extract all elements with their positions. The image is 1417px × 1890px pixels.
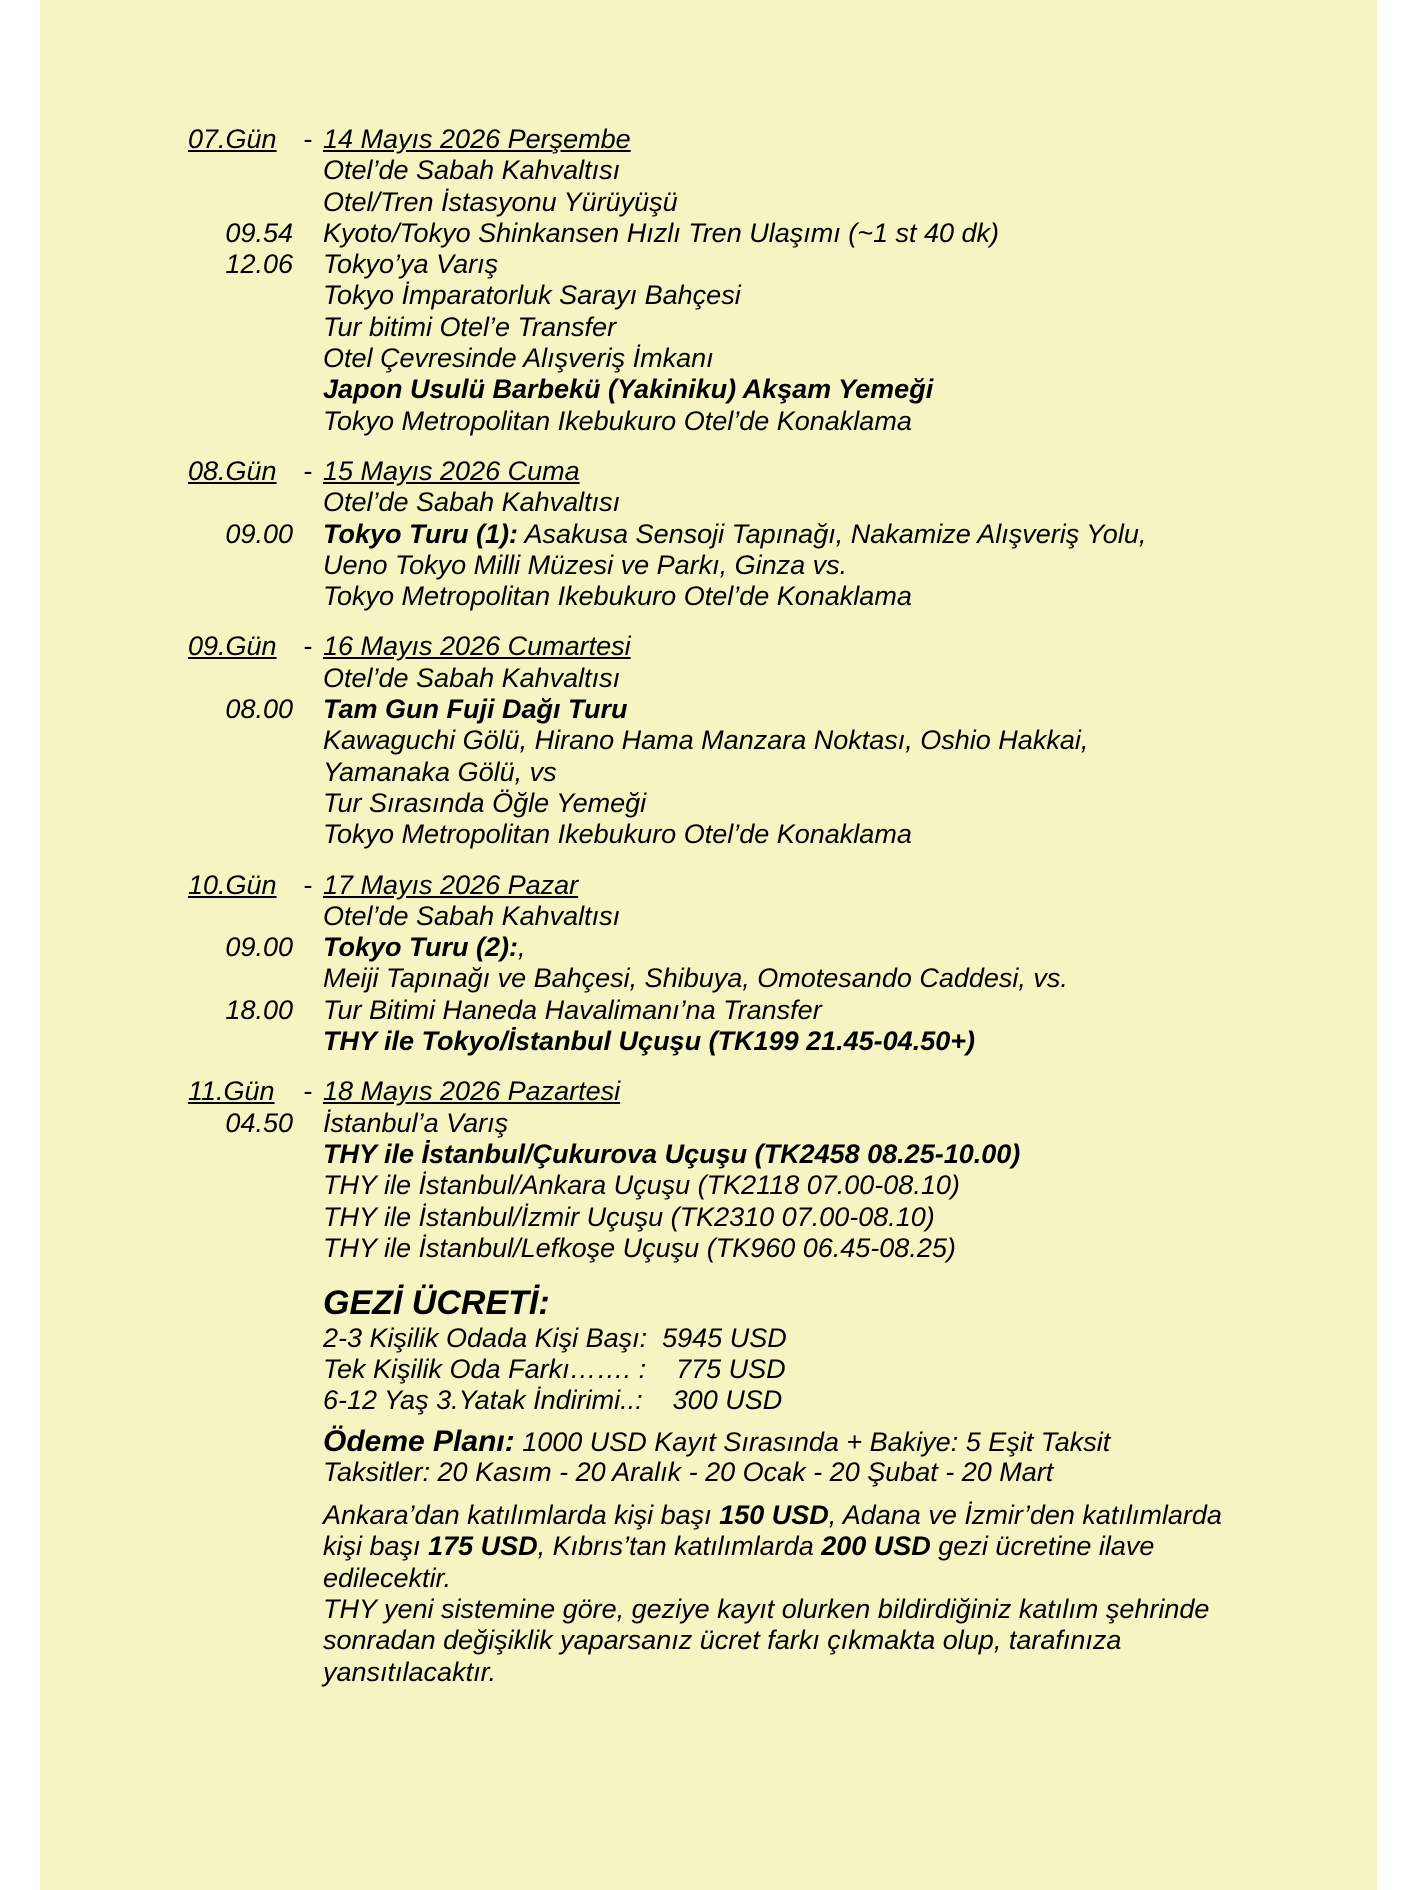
item-plain-text: Otel’de Sabah Kahvaltısı xyxy=(323,900,621,931)
item-plain-text: THY ile İstanbul/Lefkoşe Uçuşu (TK960 06.45-08.25) xyxy=(323,1232,956,1263)
item-text xyxy=(323,406,912,437)
item-time xyxy=(188,663,293,694)
item-plain-text: Yamanaka Gölü, vs xyxy=(323,756,557,787)
item-text xyxy=(323,963,1068,994)
itinerary-item xyxy=(188,788,1368,819)
item-text xyxy=(323,1170,960,1201)
day-label: 07.Gün xyxy=(188,124,277,154)
item-time xyxy=(188,1233,293,1264)
item-text xyxy=(323,995,822,1026)
item-gap xyxy=(293,663,323,694)
day-separator: - xyxy=(303,124,313,154)
itinerary-item xyxy=(188,995,1368,1026)
itinerary-item xyxy=(188,519,1368,550)
item-bold-text: THY ile İstanbul/Çukurova Uçuşu (TK2458 08.25-10.00) xyxy=(323,1138,1021,1169)
item-text xyxy=(323,663,620,694)
item-gap xyxy=(293,406,323,437)
item-plain-text: Tur bitimi Otel’e Transfer xyxy=(323,311,617,342)
itinerary-item xyxy=(188,581,1368,612)
item-gap xyxy=(293,995,323,1026)
item-gap xyxy=(293,155,323,186)
itinerary-item xyxy=(188,312,1368,343)
item-time xyxy=(188,1139,293,1170)
item-gap xyxy=(293,694,323,725)
item-text xyxy=(323,519,1146,550)
item-gap xyxy=(293,550,323,581)
item-time xyxy=(188,155,293,186)
item-plain-text: Kyoto/Tokyo Shinkansen Hızlı Tren Ulaşımı (~1 st 40 dk) xyxy=(323,217,1000,248)
item-bold-text: Japon Usulü Barbekü (Yakiniku) Akşam Yemeği xyxy=(323,374,934,405)
day-block xyxy=(188,456,1368,612)
item-bold-text: Tokyo Turu (2): xyxy=(323,932,518,963)
item-text xyxy=(323,788,646,819)
itinerary-item xyxy=(188,487,1368,518)
item-plain-text: İstanbul’a Varış xyxy=(323,1107,509,1138)
day-separator: - xyxy=(303,869,313,900)
item-time: 18.00 xyxy=(225,994,293,1025)
day-date: 16 Mayıs 2026 Cumartesi xyxy=(323,631,631,662)
item-text xyxy=(323,725,1088,756)
itinerary-item xyxy=(188,249,1368,280)
payment-label: Ödeme Planı: xyxy=(323,1425,515,1459)
price-line: 2-3 Kişilik Odada Kişi Başı: 5945 USD xyxy=(323,1323,787,1354)
note-line xyxy=(323,1500,1368,1531)
item-text xyxy=(323,1108,508,1139)
itinerary-item xyxy=(188,757,1368,788)
item-text xyxy=(323,343,714,374)
itinerary-item xyxy=(188,343,1368,374)
item-text xyxy=(323,187,678,218)
item-text xyxy=(323,487,620,518)
item-plain-text: Tur Bitimi Haneda Havalimanı’na Transfer xyxy=(323,994,822,1025)
itinerary-item xyxy=(188,218,1368,249)
item-text xyxy=(323,280,741,311)
item-gap xyxy=(293,1108,323,1139)
itinerary-item xyxy=(188,663,1368,694)
note-line: edilecektir. xyxy=(323,1562,452,1593)
item-plain-text: Tokyo Metropolitan Ikebukuro Otel’de Konaklama xyxy=(323,405,912,436)
item-time xyxy=(188,963,293,994)
item-gap xyxy=(293,519,323,550)
item-gap xyxy=(293,1202,323,1233)
item-gap xyxy=(293,343,323,374)
itinerary-item xyxy=(188,550,1368,581)
item-plain-text: Otel Çevresinde Alışveriş İmkanı xyxy=(323,343,714,374)
day-list xyxy=(188,124,1368,1264)
day-label: 11.Gün xyxy=(188,1076,275,1107)
itinerary-item xyxy=(188,187,1368,218)
item-gap xyxy=(293,487,323,518)
item-plain-text: Tokyo Metropolitan Ikebukuro Otel’de Konaklama xyxy=(323,819,912,850)
item-text xyxy=(323,901,620,932)
itinerary-item xyxy=(188,963,1368,994)
item-time xyxy=(188,406,293,437)
item-text xyxy=(323,1202,935,1233)
item-time xyxy=(188,788,293,819)
itinerary-item xyxy=(188,1026,1368,1057)
item-plain-text: THY ile İstanbul/İzmir Uçuşu (TK2310 07.00-08.10) xyxy=(323,1201,935,1232)
day-separator: - xyxy=(303,631,313,662)
item-text xyxy=(323,218,999,249)
day-separator: - xyxy=(303,1076,313,1107)
item-plain-text: Otel’de Sabah Kahvaltısı xyxy=(323,662,621,693)
installments-line: Taksitler: 20 Kasım - 20 Aralık - 20 Ocak - 20 Şubat - 20 Mart xyxy=(323,1457,1054,1488)
itinerary-item xyxy=(188,901,1368,932)
itinerary-item xyxy=(188,725,1368,756)
item-time xyxy=(188,280,293,311)
item-gap xyxy=(293,374,323,405)
item-text xyxy=(323,249,498,280)
day-date: 18 Mayıs 2026 Pazartesi xyxy=(323,1076,621,1107)
item-time xyxy=(188,374,293,405)
item-text xyxy=(323,932,526,963)
item-plain-text: Meiji Tapınağı ve Bahçesi, Shibuya, Omotesando Caddesi, vs. xyxy=(323,963,1068,994)
item-text xyxy=(323,1026,975,1057)
item-text xyxy=(323,1233,956,1264)
item-text xyxy=(323,312,616,343)
item-gap xyxy=(293,788,323,819)
item-gap xyxy=(293,725,323,756)
item-text xyxy=(323,1139,1020,1170)
itinerary-item xyxy=(188,374,1368,405)
itinerary-item xyxy=(188,932,1368,963)
item-text xyxy=(323,694,628,725)
item-time xyxy=(188,487,293,518)
item-gap xyxy=(293,1170,323,1201)
item-text xyxy=(323,155,620,186)
itinerary-item xyxy=(188,280,1368,311)
day-block xyxy=(188,870,1368,1058)
note-line: THY yeni sistemine göre, geziye kayıt olurken bildirdiğiniz katılım şehrinde xyxy=(323,1593,1210,1624)
item-time: 08.00 xyxy=(225,694,293,725)
item-time xyxy=(188,187,293,218)
item-plain-text: Tokyo Metropolitan Ikebukuro Otel’de Konaklama xyxy=(323,581,912,612)
itinerary-item xyxy=(188,819,1368,850)
item-plain-text: Tur Sırasında Öğle Yemeği xyxy=(323,787,647,818)
day-block xyxy=(188,124,1368,437)
itinerary-item xyxy=(188,1139,1368,1170)
item-bold-text: THY ile Tokyo/İstanbul Uçuşu (TK199 21.45-04.50+) xyxy=(323,1026,975,1057)
item-gap xyxy=(293,187,323,218)
day-label: 08.Gün xyxy=(188,455,277,486)
item-gap xyxy=(293,1139,323,1170)
note-price: 175 USD xyxy=(428,1531,538,1562)
item-time xyxy=(188,819,293,850)
payment-line xyxy=(323,1426,1368,1457)
day-label: 10.Gün xyxy=(188,869,277,900)
item-plain-text: Otel’de Sabah Kahvaltısı xyxy=(323,155,621,186)
item-text xyxy=(323,581,912,612)
item-gap xyxy=(293,932,323,963)
note-text: gezi ücretine ilave xyxy=(930,1531,1155,1562)
item-time: 12.06 xyxy=(225,249,293,280)
item-time: 09.00 xyxy=(225,932,293,963)
item-time: 09.00 xyxy=(225,518,293,549)
item-time xyxy=(188,581,293,612)
note-text: , Adana ve İzmir’den katılımlarda xyxy=(828,1500,1222,1531)
pricing-title: GEZİ ÜCRETİ: xyxy=(323,1284,550,1323)
item-gap xyxy=(293,819,323,850)
item-time xyxy=(188,1202,293,1233)
day-date: 14 Mayıs 2026 Perşembe xyxy=(323,124,631,154)
page-background xyxy=(40,0,1377,1890)
itinerary-item xyxy=(188,1108,1368,1139)
note-line: yansıtılacaktır. xyxy=(323,1656,497,1687)
day-header xyxy=(188,870,1368,901)
item-gap xyxy=(293,963,323,994)
item-plain-text: Kawaguchi Gölü, Hirano Hama Manzara Noktası, Oshio Hakkai, xyxy=(323,725,1089,756)
item-time xyxy=(188,757,293,788)
item-plain-text: Tokyo İmparatorluk Sarayı Bahçesi xyxy=(323,280,741,311)
item-gap xyxy=(293,1026,323,1057)
item-plain-text: , xyxy=(518,932,526,963)
day-header xyxy=(188,631,1368,662)
item-text xyxy=(323,550,847,581)
item-time xyxy=(188,901,293,932)
price-line: 6-12 Yaş 3.Yatak İndirimi..: 300 USD xyxy=(323,1385,783,1416)
item-time xyxy=(188,550,293,581)
item-time xyxy=(188,725,293,756)
note-text: Ankara’dan katılımlarda kişi başı xyxy=(323,1500,720,1531)
item-text xyxy=(323,819,912,850)
payment-plan xyxy=(323,1426,1368,1488)
note-line: sonradan değişiklik yaparsanız ücret farkı çıkmakta olup, tarafınıza xyxy=(323,1625,1122,1656)
item-plain-text: Otel/Tren İstasyonu Yürüyüşü xyxy=(323,186,678,217)
price-line: Tek Kişilik Oda Farkı……. : 775 USD xyxy=(323,1354,786,1385)
item-time: 09.54 xyxy=(225,217,293,248)
item-plain-text: Tokyo’ya Varış xyxy=(323,249,499,280)
note-price: 150 USD xyxy=(719,1500,829,1531)
item-plain-text: Otel’de Sabah Kahvaltısı xyxy=(323,487,621,518)
day-header xyxy=(188,456,1368,487)
itinerary-item xyxy=(188,1202,1368,1233)
note-price: 200 USD xyxy=(821,1531,931,1562)
item-plain-text: Asakusa Sensoji Tapınağı, Nakamize Alışveriş Yolu, xyxy=(518,518,1147,549)
pricing-section xyxy=(323,1283,1368,1688)
item-time xyxy=(188,1170,293,1201)
item-text xyxy=(323,757,557,788)
day-header xyxy=(188,1076,1368,1107)
note-line xyxy=(323,1531,1368,1562)
itinerary-item xyxy=(188,1170,1368,1201)
day-block xyxy=(188,631,1368,850)
item-gap xyxy=(293,901,323,932)
item-bold-text: Tokyo Turu (1): xyxy=(323,518,518,549)
item-gap xyxy=(293,280,323,311)
item-gap xyxy=(293,249,323,280)
item-plain-text: Ueno Tokyo Milli Müzesi ve Parkı, Ginza vs. xyxy=(323,549,848,580)
payment-text: 1000 USD Kayıt Sırasında + Bakiye: 5 Eşit Taksit xyxy=(514,1427,1111,1458)
item-time: 04.50 xyxy=(225,1107,293,1138)
note-text: kişi başı xyxy=(323,1531,429,1562)
item-text xyxy=(323,374,933,405)
day-label: 09.Gün xyxy=(188,631,277,662)
itinerary xyxy=(188,124,1368,1688)
itinerary-item xyxy=(188,1233,1368,1264)
item-gap xyxy=(293,218,323,249)
day-date: 15 Mayıs 2026 Cuma xyxy=(323,455,580,486)
item-gap xyxy=(293,581,323,612)
item-bold-text: Tam Gun Fuji Dağı Turu xyxy=(323,694,628,725)
item-gap xyxy=(293,1233,323,1264)
item-gap xyxy=(293,757,323,788)
day-header xyxy=(188,124,1368,155)
day-separator: - xyxy=(303,455,313,486)
item-plain-text: THY ile İstanbul/Ankara Uçuşu (TK2118 07.00-08.10) xyxy=(323,1170,960,1201)
item-time xyxy=(188,343,293,374)
day-date: 17 Mayıs 2026 Pazar xyxy=(323,869,579,900)
itinerary-item xyxy=(188,694,1368,725)
itinerary-item xyxy=(188,406,1368,437)
itinerary-item xyxy=(188,155,1368,186)
item-time xyxy=(188,312,293,343)
day-block xyxy=(188,1076,1368,1264)
item-time xyxy=(188,1026,293,1057)
item-gap xyxy=(293,312,323,343)
note-text: , Kıbrıs’tan katılımlarda xyxy=(537,1531,822,1562)
notes xyxy=(323,1500,1368,1688)
